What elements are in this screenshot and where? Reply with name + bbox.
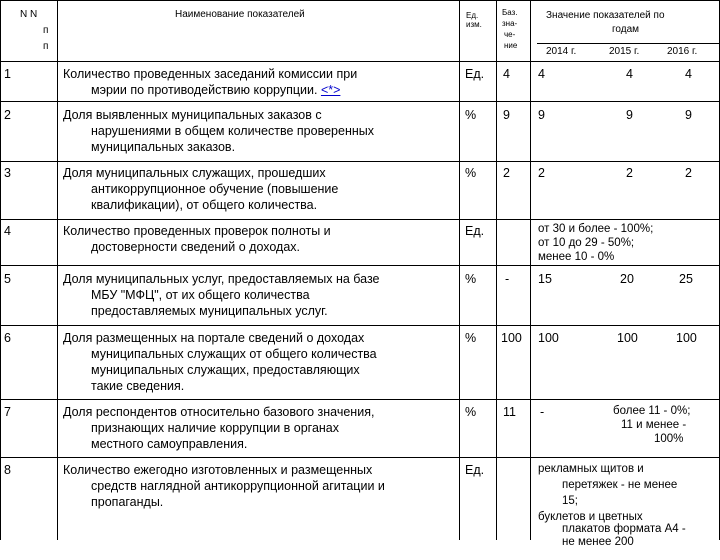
- header-unit-2: изм.: [466, 20, 482, 29]
- header-year-2015: 2015 г.: [609, 46, 640, 57]
- row-8-values-line-1: рекламных щитов и: [538, 463, 644, 475]
- row-1-name-text: мэрии по противодействию коррупции.: [91, 83, 321, 97]
- row-divider: [0, 61, 720, 62]
- row-8-values-line-6: не менее 200: [562, 536, 634, 548]
- row-2-2015: 9: [626, 108, 633, 122]
- header-unit-1: Ед.: [466, 11, 479, 20]
- row-5-unit: %: [465, 272, 477, 286]
- row-6-base: 100: [501, 331, 522, 345]
- row-1-footnote-link[interactable]: <*>: [320, 83, 341, 97]
- row-6-name-line-3: муниципальных служащих, предоставляющих: [91, 363, 360, 377]
- row-3-2016: 2: [685, 166, 692, 180]
- header-values-1: Значение показателей по: [546, 10, 665, 21]
- row-5-2016: 25: [679, 272, 693, 286]
- row-5-2014: 15: [538, 272, 552, 286]
- row-7-number: 7: [4, 405, 11, 419]
- row-4-values-line-3: менее 10 - 0%: [538, 251, 615, 263]
- header-divider: [537, 43, 720, 44]
- header-base-3: че-: [504, 30, 516, 39]
- row-8-values-line-3: 15;: [562, 495, 578, 507]
- header-values-2: годам: [612, 24, 640, 35]
- row-3-2015: 2: [626, 166, 633, 180]
- row-5-number: 5: [4, 272, 11, 286]
- table-border-top: [0, 0, 720, 1]
- row-7-unit: %: [465, 405, 477, 419]
- row-4-name-line-1: Количество проведенных проверок полноты и: [63, 224, 331, 238]
- row-7-values-line-2: 11 и менее -: [621, 419, 687, 431]
- row-8-name-line-2: средств наглядной антикоррупционной агитации и: [91, 479, 385, 493]
- row-8-values-line-2: перетяжек - не менее: [562, 479, 678, 491]
- row-2-unit: %: [465, 108, 477, 122]
- row-7-name-line-1: Доля респондентов относительно базового значения,: [63, 405, 375, 419]
- row-7-name-line-2: признающих наличие коррупции в органах: [91, 421, 340, 435]
- row-divider: [0, 399, 720, 400]
- row-1-name-line-1: Количество проведенных заседаний комиссии при: [63, 67, 358, 81]
- row-1-2016: 4: [685, 67, 692, 81]
- row-1-base: 4: [503, 67, 510, 81]
- row-8-name-line-3: пропаганды.: [91, 495, 164, 509]
- header-base-1: Баз.: [502, 8, 518, 17]
- row-7-values-line-1: более 11 - 0%;: [613, 405, 691, 417]
- col-divider: [57, 0, 58, 540]
- row-6-2015: 100: [617, 331, 638, 345]
- row-3-number: 3: [4, 166, 11, 180]
- header-num-1: N N: [20, 9, 38, 20]
- row-6-name-line-4: такие сведения.: [91, 379, 185, 393]
- row-8-name-line-1: Количество ежегодно изготовленных и размещенных: [63, 463, 373, 477]
- row-5-base: -: [505, 272, 510, 286]
- row-8-unit: Ед.: [465, 463, 485, 477]
- row-6-name-line-2: муниципальных служащих от общего количества: [91, 347, 377, 361]
- row-5-name-line-1: Доля муниципальных услуг, предоставляемых на базе: [63, 272, 380, 286]
- row-1-unit: Ед.: [465, 67, 485, 81]
- row-5-name-line-3: предоставляемых муниципальных услуг.: [91, 304, 328, 318]
- header-year-2014: 2014 г.: [546, 46, 577, 57]
- row-3-2014: 2: [538, 166, 545, 180]
- row-3-unit: %: [465, 166, 477, 180]
- row-6-name-line-1: Доля размещенных на портале сведений о доходах: [63, 331, 365, 345]
- row-2-number: 2: [4, 108, 11, 122]
- row-6-number: 6: [4, 331, 11, 345]
- row-divider: [0, 101, 720, 102]
- row-4-values-line-1: от 30 и более - 100%;: [538, 223, 654, 235]
- row-2-2016: 9: [685, 108, 692, 122]
- row-6-2016: 100: [676, 331, 697, 345]
- row-divider: [0, 457, 720, 458]
- row-4-values-line-2: от 10 до 29 - 50%;: [538, 237, 635, 249]
- row-4-name-line-2: достоверности сведений о доходах.: [91, 240, 301, 254]
- row-6-unit: %: [465, 331, 477, 345]
- row-7-values-line-3: 100%: [654, 433, 684, 445]
- row-8-values-line-5: плакатов формата А4 -: [562, 523, 686, 535]
- row-1-name-line-2: [91, 82, 340, 98]
- header-name: Наименование показателей: [175, 9, 305, 20]
- row-divider: [0, 325, 720, 326]
- row-7-name-line-3: местного самоуправления.: [91, 437, 248, 451]
- row-5-name-line-2: МБУ "МФЦ", от их общего количества: [91, 288, 310, 302]
- row-6-2014: 100: [538, 331, 559, 345]
- col-divider: [459, 0, 460, 540]
- row-2-2014: 9: [538, 108, 545, 122]
- row-3-name-line-2: антикоррупционное обучение (повышение: [91, 182, 339, 196]
- row-3-base: 2: [503, 166, 510, 180]
- row-2-name-line-2: нарушениями в общем количестве проверенных: [91, 124, 374, 138]
- row-1-2014: 4: [538, 67, 545, 81]
- row-8-number: 8: [4, 463, 11, 477]
- row-divider: [0, 161, 720, 162]
- row-1-number: 1: [4, 67, 11, 81]
- row-4-number: 4: [4, 224, 11, 238]
- header-num-3: п: [43, 41, 49, 52]
- header-base-2: зна-: [502, 19, 518, 28]
- row-3-name-line-3: квалификации), от общего количества.: [91, 198, 318, 212]
- row-7-2014: -: [540, 405, 545, 419]
- col-divider: [530, 0, 531, 540]
- row-7-base: 11: [503, 405, 516, 419]
- row-1-2015: 4: [626, 67, 633, 81]
- row-4-unit: Ед.: [465, 224, 485, 238]
- row-2-name-line-3: муниципальных заказов.: [91, 140, 236, 154]
- row-divider: [0, 219, 720, 220]
- header-year-2016: 2016 г.: [667, 46, 698, 57]
- row-2-name-line-1: Доля выявленных муниципальных заказов с: [63, 108, 322, 122]
- row-divider: [0, 265, 720, 266]
- header-num-2: п: [43, 25, 49, 36]
- table-border-left: [0, 0, 1, 540]
- row-5-2015: 20: [620, 272, 634, 286]
- row-2-base: 9: [503, 108, 510, 122]
- row-8-values-line-4: буклетов и цветных: [538, 511, 643, 523]
- col-divider: [496, 0, 497, 540]
- row-3-name-line-1: Доля муниципальных служащих, прошедших: [63, 166, 326, 180]
- header-base-4: ние: [504, 41, 518, 50]
